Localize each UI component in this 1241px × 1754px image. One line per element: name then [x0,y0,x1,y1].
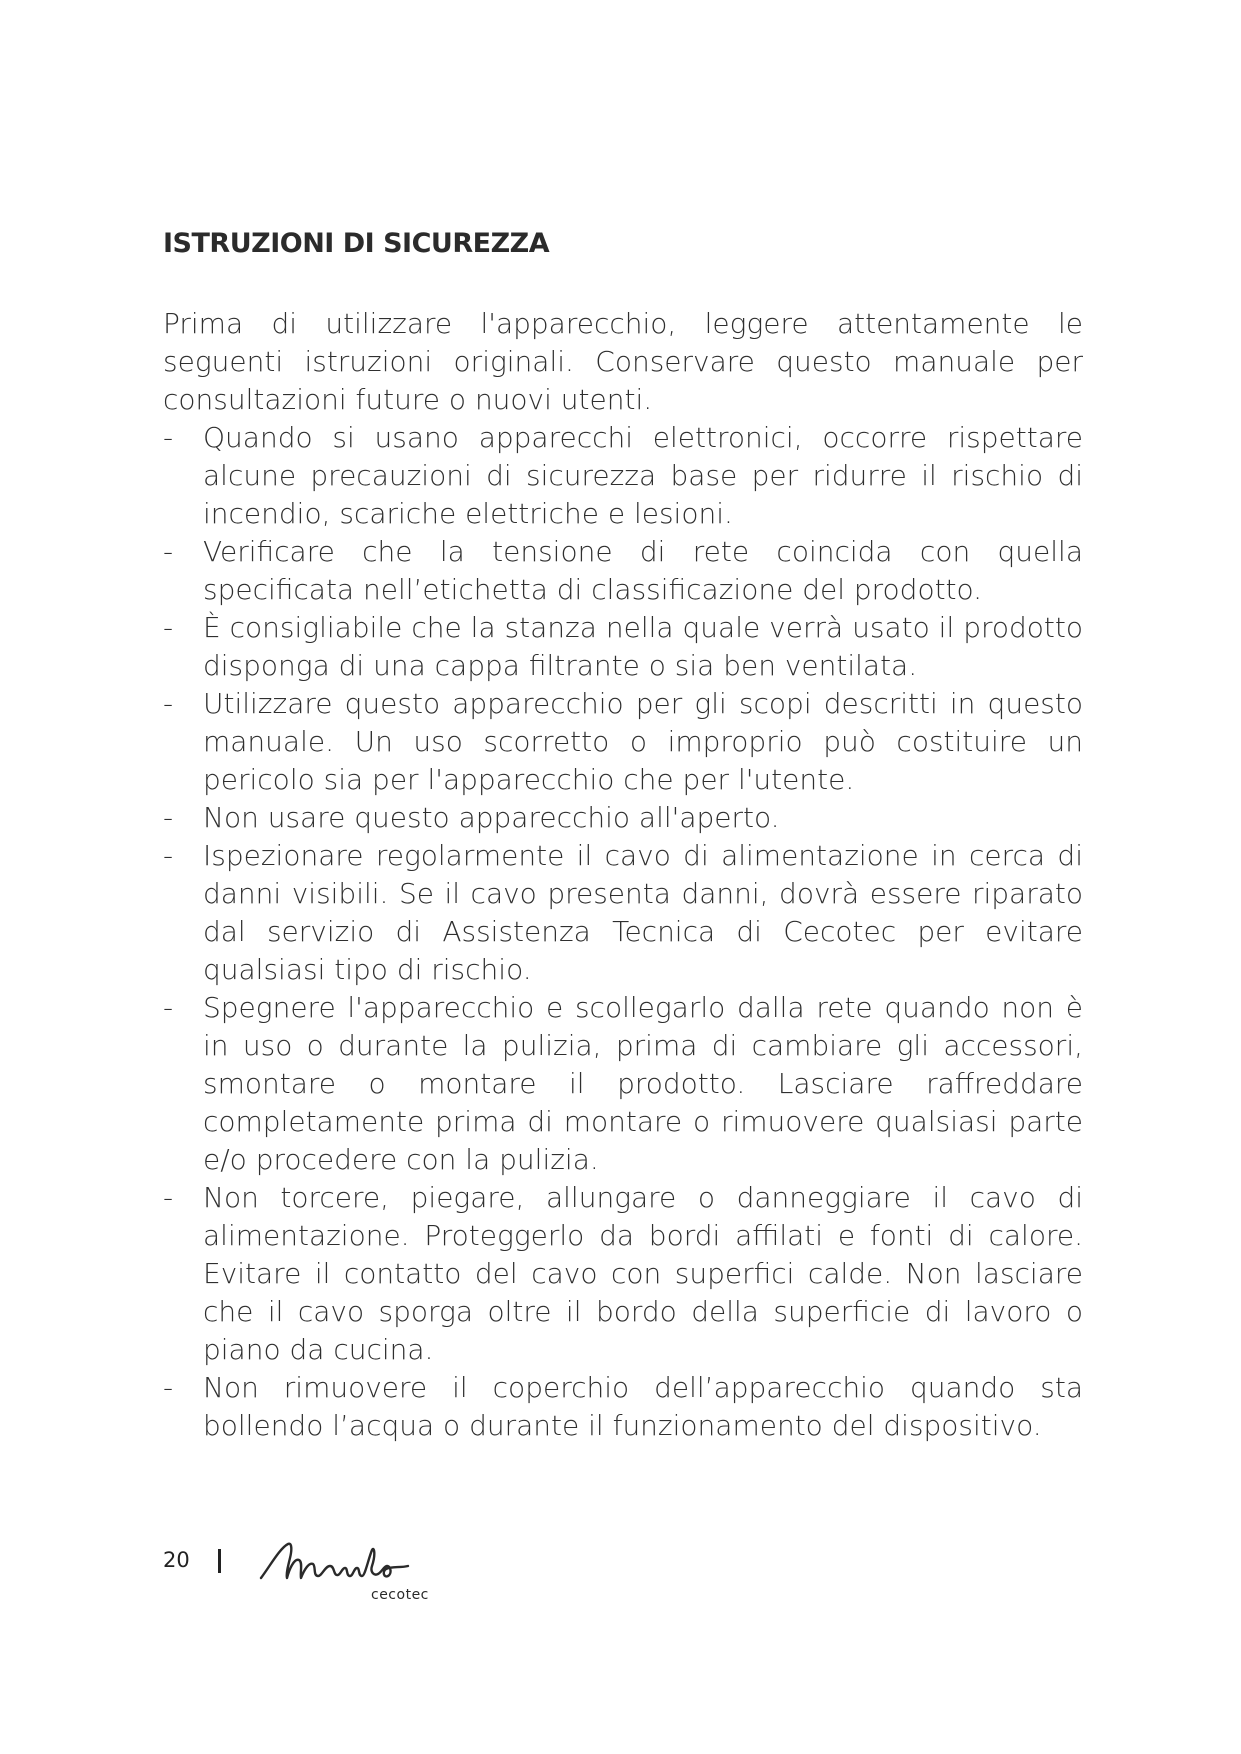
page-number: 20 [163,1548,190,1572]
list-item: - Non torcere, piegare, allungare o danneggiare il cavo di alimentazione. Proteggerlo da bordi affilati e fonti di calore. Evitare il contatto del cavo con superfici calde. Non lasciare che il cavo sporga oltre il bordo della superficie di lavoro o piano da cucina. [163,1181,1083,1366]
list-item: - Spegnere l'apparecchio e scollegarlo dalla rete quando non è in uso o durante la pulizia, prima di cambiare gli accessori, smontare o montare il prodotto. Lasciare raffreddare completamente prima di montare o rimuovere qualsiasi parte e/o procedere con la pulizia. [163,991,1083,1176]
list-item: - Utilizzare questo apparecchio per gli scopi descritti in questo manuale. Un uso scorretto o improprio può costituire un pericolo sia per l'apparecchio che per l'utente. [163,687,1083,796]
safety-list [163,419,1083,1445]
list-item: - Non usare questo apparecchio all'aperto. [163,801,780,834]
footer-separator [218,1549,221,1573]
list-item: - Quando si usano apparecchi elettronici, occorre rispettare alcune precauzioni di sicurezza base per ridurre il rischio di incendio, scariche elettriche e lesioni. [163,421,1083,530]
list-item: - Non rimuovere il coperchio dell’apparecchio quando sta bollendo l’acqua o durante il funzionamento del dispositivo. [163,1371,1083,1442]
page-footer [163,1536,563,1606]
list-item: - Verificare che la tensione di rete coincida con quella specificata nell’etichetta di classificazione del prodotto. [163,535,1083,606]
intro-paragraph: Prima di utilizzare l'apparecchio, leggere attentamente le seguenti istruzioni originali. Conservare questo manuale per consultazioni future o nuovi utenti. [163,307,1083,416]
list-item: - È consigliabile che la stanza nella quale verrà usato il prodotto disponga di una cappa filtrante o sia ben ventilata. [163,611,1083,682]
list-item: - Ispezionare regolarmente il cavo di alimentazione in cerca di danni visibili. Se il cavo presenta danni, dovrà essere riparato dal servizio di Assistenza Tecnica di Cecotec per evitare qualsiasi tipo di rischio. [163,839,1083,986]
safety-content [163,305,1083,1445]
page-title: ISTRUZIONI DI SICUREZZA [163,228,550,259]
mambo-cecotec-logo [258,1536,458,1606]
logo-brand-text: cecotec [371,1587,429,1603]
